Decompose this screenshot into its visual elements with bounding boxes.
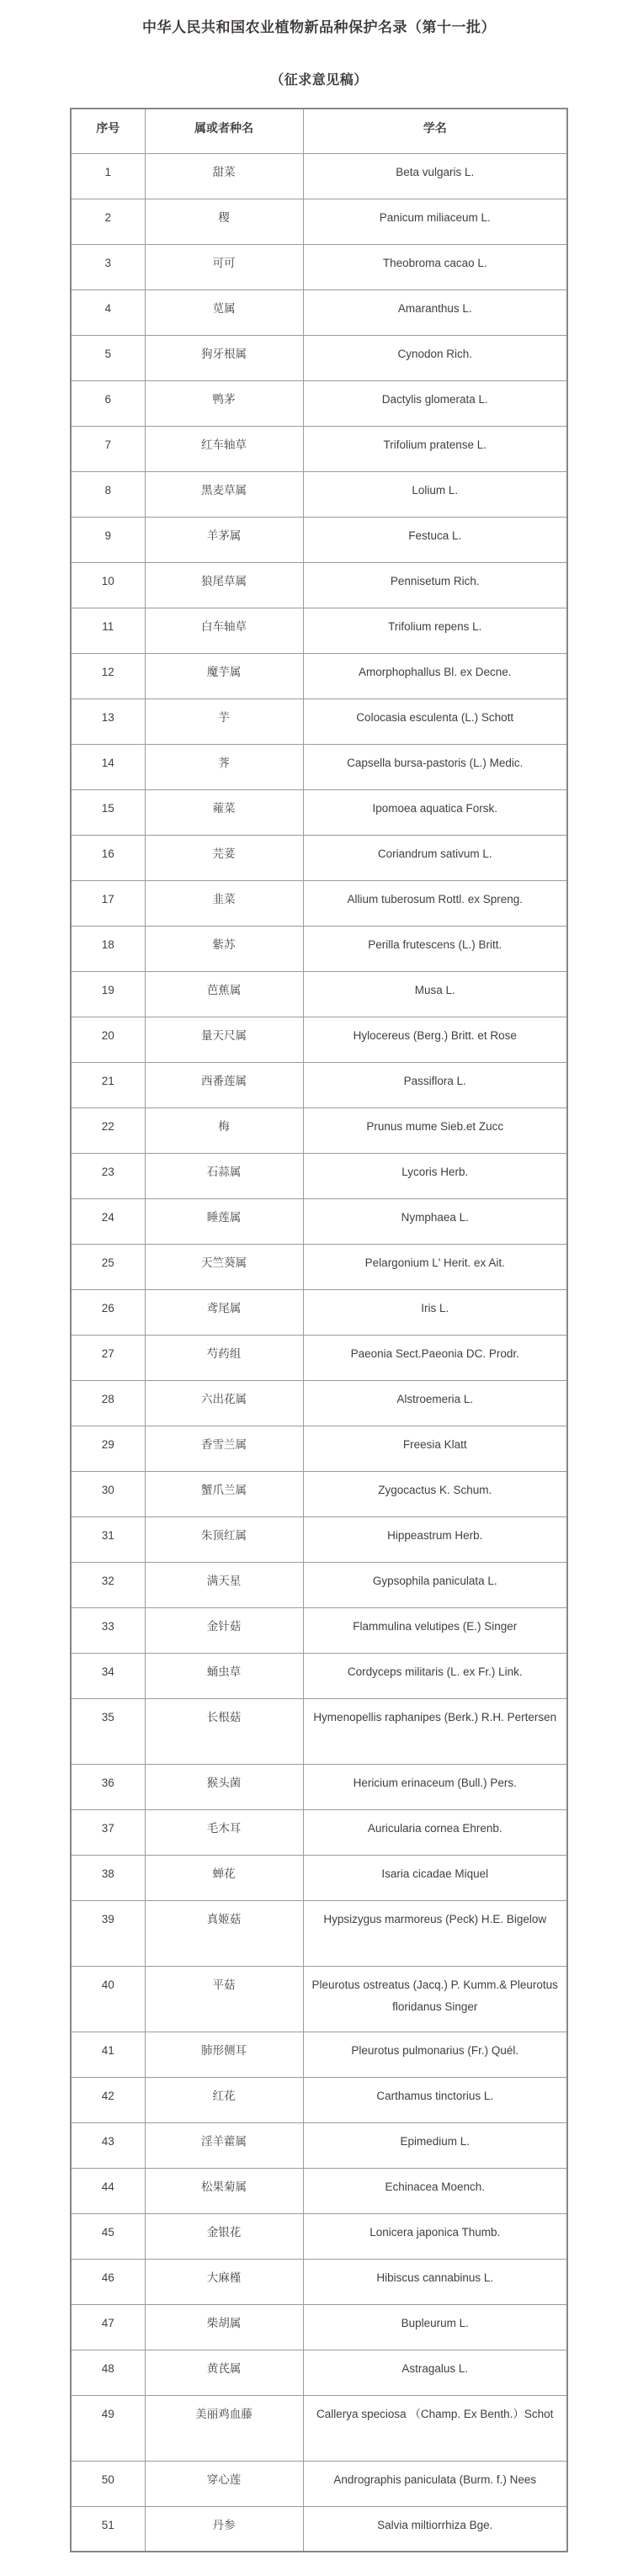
cell-sci: Cynodon Rich. bbox=[303, 335, 567, 380]
cell-sci: Alstroemeria L. bbox=[303, 1380, 567, 1426]
cell-no: 23 bbox=[71, 1153, 145, 1198]
cell-name: 大麻槿 bbox=[145, 2259, 303, 2304]
cell-name: 丹参 bbox=[145, 2506, 303, 2552]
cell-name: 狼尾草属 bbox=[145, 562, 303, 608]
cell-no: 38 bbox=[71, 1855, 145, 1900]
cell-no: 39 bbox=[71, 1900, 145, 1966]
cell-name: 西番莲属 bbox=[145, 1062, 303, 1107]
cell-no: 30 bbox=[71, 1471, 145, 1516]
cell-no: 36 bbox=[71, 1764, 145, 1809]
cell-name: 金银花 bbox=[145, 2213, 303, 2259]
cell-sci: Lolium L. bbox=[303, 471, 567, 517]
table-body bbox=[71, 153, 567, 2552]
cell-sci: Festuca L. bbox=[303, 517, 567, 562]
cell-no: 18 bbox=[71, 926, 145, 971]
cell-no: 34 bbox=[71, 1653, 145, 1698]
cell-name: 毛木耳 bbox=[145, 1809, 303, 1855]
cell-no: 24 bbox=[71, 1198, 145, 1244]
cell-sci: Trifolium pratense L. bbox=[303, 426, 567, 471]
column-header-genus-or-species: 属或者种名 bbox=[145, 109, 303, 153]
cell-no: 9 bbox=[71, 517, 145, 562]
table-row bbox=[71, 244, 567, 289]
table-row bbox=[71, 1198, 567, 1244]
cell-sci: Echinacea Moench. bbox=[303, 2168, 567, 2213]
cell-sci: Panicum miliaceum L. bbox=[303, 199, 567, 244]
table-row bbox=[71, 1380, 567, 1426]
cell-name: 稷 bbox=[145, 199, 303, 244]
cell-name: 苋属 bbox=[145, 289, 303, 335]
cell-name: 芫荽 bbox=[145, 835, 303, 880]
cell-no: 16 bbox=[71, 835, 145, 880]
cell-sci: Cordyceps militaris (L. ex Fr.) Link. bbox=[303, 1653, 567, 1698]
cell-sci: Zygocactus K. Schum. bbox=[303, 1471, 567, 1516]
cell-name: 梅 bbox=[145, 1107, 303, 1153]
cell-no: 14 bbox=[71, 744, 145, 789]
cell-sci: Astragalus L. bbox=[303, 2350, 567, 2395]
table-row bbox=[71, 2259, 567, 2304]
cell-no: 15 bbox=[71, 789, 145, 835]
cell-no: 13 bbox=[71, 698, 145, 744]
cell-sci: Carthamus tinctorius L. bbox=[303, 2077, 567, 2122]
cell-sci: Auricularia cornea Ehrenb. bbox=[303, 1809, 567, 1855]
cell-sci: Hericium erinaceum (Bull.) Pers. bbox=[303, 1764, 567, 1809]
table-row bbox=[71, 2461, 567, 2506]
cell-name: 鸢尾属 bbox=[145, 1289, 303, 1335]
cell-no: 20 bbox=[71, 1017, 145, 1062]
cell-no: 8 bbox=[71, 471, 145, 517]
table-row bbox=[71, 153, 567, 199]
cell-name: 黑麦草属 bbox=[145, 471, 303, 517]
cell-name: 红花 bbox=[145, 2077, 303, 2122]
table-row bbox=[71, 2213, 567, 2259]
cell-no: 26 bbox=[71, 1289, 145, 1335]
table-row bbox=[71, 1900, 567, 1966]
cell-no: 41 bbox=[71, 2032, 145, 2077]
cell-sci: Isaria cicadae Miquel bbox=[303, 1855, 567, 1900]
cell-sci: Perilla frutescens (L.) Britt. bbox=[303, 926, 567, 971]
cell-name: 可可 bbox=[145, 244, 303, 289]
table-row bbox=[71, 2168, 567, 2213]
cell-sci: Allium tuberosum Rottl. ex Spreng. bbox=[303, 880, 567, 926]
cell-name: 芍药组 bbox=[145, 1335, 303, 1380]
cell-no: 19 bbox=[71, 971, 145, 1017]
cell-sci: Hymenopellis raphanipes (Berk.) R.H. Pertersen bbox=[303, 1698, 567, 1764]
table-row bbox=[71, 653, 567, 698]
cell-sci: Pleurotus pulmonarius (Fr.) Quél. bbox=[303, 2032, 567, 2077]
cell-sci: Musa L. bbox=[303, 971, 567, 1017]
cell-sci: Nymphaea L. bbox=[303, 1198, 567, 1244]
cell-no: 43 bbox=[71, 2122, 145, 2168]
cell-sci: Epimedium L. bbox=[303, 2122, 567, 2168]
table-row bbox=[71, 608, 567, 653]
cell-sci: Flammulina velutipes (E.) Singer bbox=[303, 1607, 567, 1653]
species-table bbox=[70, 108, 568, 2552]
cell-sci: Paeonia Sect.Paeonia DC. Prodr. bbox=[303, 1335, 567, 1380]
table-row bbox=[71, 2122, 567, 2168]
column-header-scientific-name: 学名 bbox=[303, 109, 567, 153]
cell-no: 2 bbox=[71, 199, 145, 244]
cell-no: 46 bbox=[71, 2259, 145, 2304]
table-row bbox=[71, 1562, 567, 1607]
table-row bbox=[71, 1289, 567, 1335]
cell-name: 狗牙根属 bbox=[145, 335, 303, 380]
cell-name: 满天星 bbox=[145, 1562, 303, 1607]
table-row bbox=[71, 517, 567, 562]
cell-name: 量天尺属 bbox=[145, 1017, 303, 1062]
table-row bbox=[71, 1855, 567, 1900]
cell-name: 黄芪属 bbox=[145, 2350, 303, 2395]
cell-no: 50 bbox=[71, 2461, 145, 2506]
cell-name: 天竺葵属 bbox=[145, 1244, 303, 1289]
cell-name: 淫羊藿属 bbox=[145, 2122, 303, 2168]
table-row bbox=[71, 426, 567, 471]
table-row bbox=[71, 971, 567, 1017]
table-row bbox=[71, 1062, 567, 1107]
table-row bbox=[71, 1471, 567, 1516]
cell-sci: Iris L. bbox=[303, 1289, 567, 1335]
cell-sci: Andrographis paniculata (Burm. f.) Nees bbox=[303, 2461, 567, 2506]
cell-sci: Trifolium repens L. bbox=[303, 608, 567, 653]
table-row bbox=[71, 1607, 567, 1653]
table-row bbox=[71, 835, 567, 880]
cell-name: 魔芋属 bbox=[145, 653, 303, 698]
cell-sci: Colocasia esculenta (L.) Schott bbox=[303, 698, 567, 744]
cell-name: 美丽鸡血藤 bbox=[145, 2395, 303, 2461]
cell-name: 金针菇 bbox=[145, 1607, 303, 1653]
cell-no: 11 bbox=[71, 608, 145, 653]
cell-name: 韭菜 bbox=[145, 880, 303, 926]
cell-no: 42 bbox=[71, 2077, 145, 2122]
cell-no: 3 bbox=[71, 244, 145, 289]
cell-name: 鸭茅 bbox=[145, 380, 303, 426]
cell-sci: Passiflora L. bbox=[303, 1062, 567, 1107]
cell-no: 17 bbox=[71, 880, 145, 926]
cell-sci: Freesia Klatt bbox=[303, 1426, 567, 1471]
table-row bbox=[71, 1764, 567, 1809]
cell-name: 蟹爪兰属 bbox=[145, 1471, 303, 1516]
cell-no: 48 bbox=[71, 2350, 145, 2395]
cell-no: 40 bbox=[71, 1966, 145, 2032]
cell-name: 甜菜 bbox=[145, 153, 303, 199]
cell-sci: Hypsizygus marmoreus (Peck) H.E. Bigelow bbox=[303, 1900, 567, 1966]
cell-sci: Callerya speciosa （Champ. Ex Benth.）Schot bbox=[303, 2395, 567, 2461]
cell-no: 5 bbox=[71, 335, 145, 380]
cell-sci: Pelargonium L' Herit. ex Ait. bbox=[303, 1244, 567, 1289]
cell-name: 蛹虫草 bbox=[145, 1653, 303, 1698]
cell-no: 6 bbox=[71, 380, 145, 426]
table-row bbox=[71, 380, 567, 426]
cell-sci: Lonicera japonica Thumb. bbox=[303, 2213, 567, 2259]
table-row bbox=[71, 289, 567, 335]
cell-name: 白车轴草 bbox=[145, 608, 303, 653]
cell-name: 睡莲属 bbox=[145, 1198, 303, 1244]
cell-sci: Salvia miltiorrhiza Bge. bbox=[303, 2506, 567, 2552]
table-row bbox=[71, 698, 567, 744]
cell-sci: Amaranthus L. bbox=[303, 289, 567, 335]
cell-name: 肺形侧耳 bbox=[145, 2032, 303, 2077]
table-row bbox=[71, 199, 567, 244]
cell-name: 红车轴草 bbox=[145, 426, 303, 471]
table-row bbox=[71, 1335, 567, 1380]
cell-no: 12 bbox=[71, 653, 145, 698]
cell-sci: Ipomoea aquatica Forsk. bbox=[303, 789, 567, 835]
cell-sci: Capsella bursa-pastoris (L.) Medic. bbox=[303, 744, 567, 789]
cell-no: 22 bbox=[71, 1107, 145, 1153]
table-row bbox=[71, 1017, 567, 1062]
cell-sci: Hibiscus cannabinus L. bbox=[303, 2259, 567, 2304]
column-header-no: 序号 bbox=[71, 109, 145, 153]
cell-sci: Lycoris Herb. bbox=[303, 1153, 567, 1198]
cell-no: 47 bbox=[71, 2304, 145, 2350]
cell-sci: Hippeastrum Herb. bbox=[303, 1516, 567, 1562]
table-row bbox=[71, 926, 567, 971]
table-row bbox=[71, 744, 567, 789]
cell-no: 4 bbox=[71, 289, 145, 335]
cell-name: 荠 bbox=[145, 744, 303, 789]
table-row bbox=[71, 335, 567, 380]
table-row bbox=[71, 2350, 567, 2395]
cell-sci: Beta vulgaris L. bbox=[303, 153, 567, 199]
table-row bbox=[71, 1244, 567, 1289]
cell-name: 猴头菌 bbox=[145, 1764, 303, 1809]
cell-no: 37 bbox=[71, 1809, 145, 1855]
cell-no: 51 bbox=[71, 2506, 145, 2552]
cell-name: 真姬菇 bbox=[145, 1900, 303, 1966]
cell-no: 25 bbox=[71, 1244, 145, 1289]
table-row bbox=[71, 880, 567, 926]
table-row bbox=[71, 2032, 567, 2077]
cell-no: 33 bbox=[71, 1607, 145, 1653]
cell-sci: Amorphophallus Bl. ex Decne. bbox=[303, 653, 567, 698]
table-row bbox=[71, 789, 567, 835]
cell-name: 蕹菜 bbox=[145, 789, 303, 835]
cell-name: 芋 bbox=[145, 698, 303, 744]
cell-sci: Prunus mume Sieb.et Zucc bbox=[303, 1107, 567, 1153]
table-row bbox=[71, 1153, 567, 1198]
cell-no: 44 bbox=[71, 2168, 145, 2213]
cell-name: 六出花属 bbox=[145, 1380, 303, 1426]
table-row bbox=[71, 1698, 567, 1764]
table-row bbox=[71, 471, 567, 517]
table-row bbox=[71, 1426, 567, 1471]
cell-no: 1 bbox=[71, 153, 145, 199]
cell-no: 29 bbox=[71, 1426, 145, 1471]
cell-sci: Gypsophila paniculata L. bbox=[303, 1562, 567, 1607]
cell-sci: Coriandrum sativum L. bbox=[303, 835, 567, 880]
table-row bbox=[71, 1516, 567, 1562]
cell-sci: Pleurotus ostreatus (Jacq.) P. Kumm.& Pleurotus floridanus Singer bbox=[303, 1966, 567, 2032]
cell-sci: Theobroma cacao L. bbox=[303, 244, 567, 289]
cell-name: 香雪兰属 bbox=[145, 1426, 303, 1471]
cell-no: 21 bbox=[71, 1062, 145, 1107]
cell-sci: Hylocereus (Berg.) Britt. et Rose bbox=[303, 1017, 567, 1062]
table-row bbox=[71, 1653, 567, 1698]
cell-name: 紫苏 bbox=[145, 926, 303, 971]
cell-name: 柴胡属 bbox=[145, 2304, 303, 2350]
page-title: 中华人民共和国农业植物新品种保护名录（第十一批） bbox=[142, 19, 496, 35]
cell-no: 32 bbox=[71, 1562, 145, 1607]
table-row bbox=[71, 1966, 567, 2032]
table-row bbox=[71, 1107, 567, 1153]
cell-no: 49 bbox=[71, 2395, 145, 2461]
cell-name: 石蒜属 bbox=[145, 1153, 303, 1198]
table-header-row bbox=[71, 109, 567, 153]
cell-name: 羊茅属 bbox=[145, 517, 303, 562]
table-row bbox=[71, 1809, 567, 1855]
cell-no: 35 bbox=[71, 1698, 145, 1764]
cell-sci: Bupleurum L. bbox=[303, 2304, 567, 2350]
table-row bbox=[71, 562, 567, 608]
cell-name: 朱顶红属 bbox=[145, 1516, 303, 1562]
cell-name: 蝉花 bbox=[145, 1855, 303, 1900]
cell-name: 芭蕉属 bbox=[145, 971, 303, 1017]
cell-sci: Pennisetum Rich. bbox=[303, 562, 567, 608]
cell-no: 10 bbox=[71, 562, 145, 608]
cell-no: 7 bbox=[71, 426, 145, 471]
table-row bbox=[71, 2506, 567, 2552]
table-row bbox=[71, 2077, 567, 2122]
page-subtitle: （征求意见稿） bbox=[270, 73, 368, 88]
cell-name: 平菇 bbox=[145, 1966, 303, 2032]
table-row bbox=[71, 2395, 567, 2461]
cell-name: 长根菇 bbox=[145, 1698, 303, 1764]
cell-no: 28 bbox=[71, 1380, 145, 1426]
cell-no: 45 bbox=[71, 2213, 145, 2259]
cell-no: 27 bbox=[71, 1335, 145, 1380]
table-row bbox=[71, 2304, 567, 2350]
cell-sci: Dactylis glomerata L. bbox=[303, 380, 567, 426]
cell-name: 穿心莲 bbox=[145, 2461, 303, 2506]
cell-no: 31 bbox=[71, 1516, 145, 1562]
cell-name: 松果菊属 bbox=[145, 2168, 303, 2213]
